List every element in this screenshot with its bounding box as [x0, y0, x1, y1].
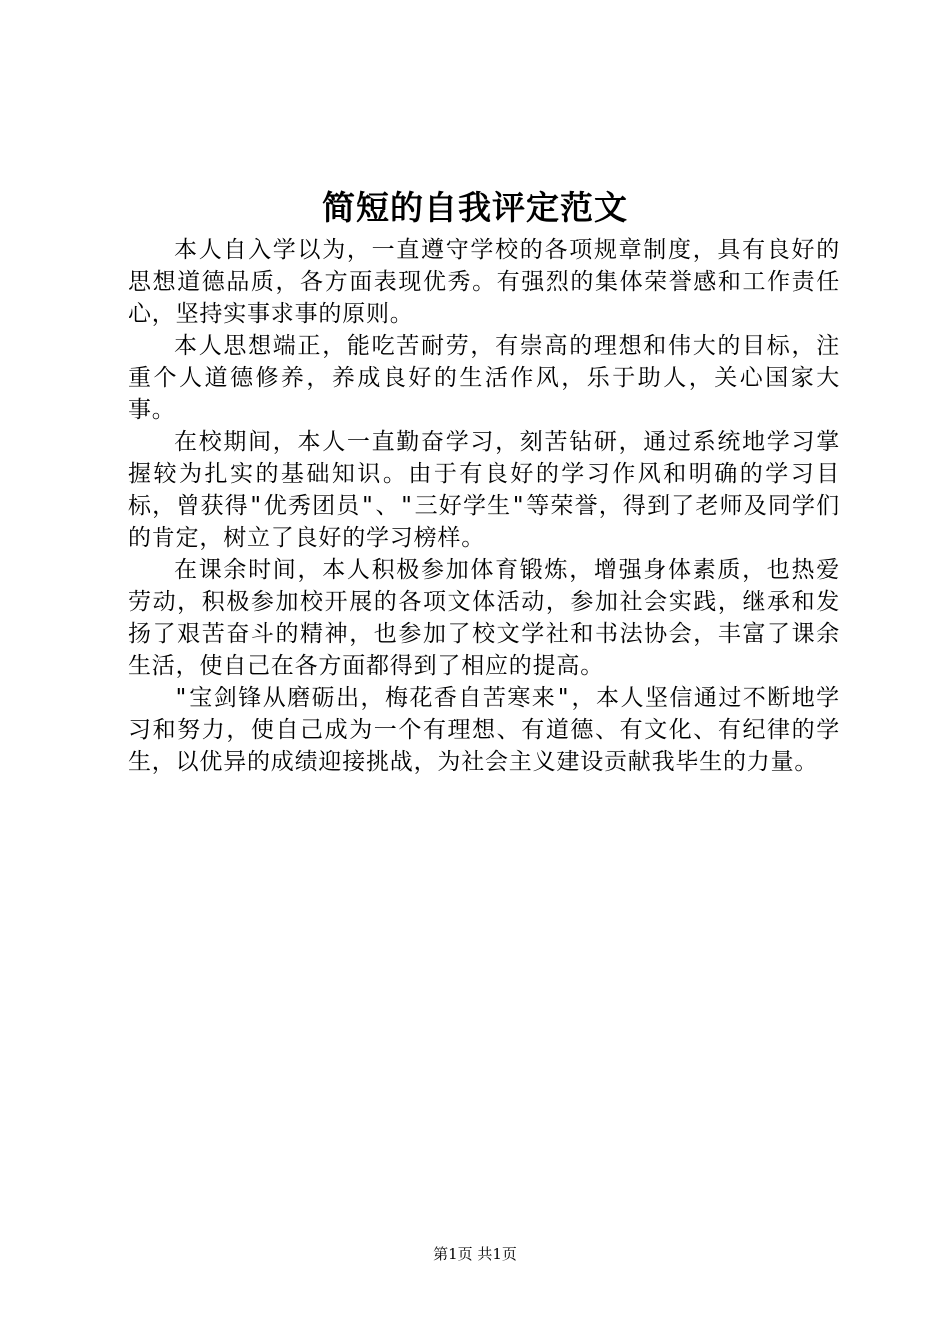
paragraph-1: 本人自入学以为，一直遵守学校的各项规章制度，具有良好的思想道德品质，各方面表现优秀。有强烈的集体荣誉感和工作责任心，坚持实事求事的原则。 — [128, 237, 840, 327]
document-body — [128, 234, 840, 778]
document-title: 简短的自我评定范文 — [322, 188, 628, 227]
paragraph-4: 在课余时间，本人积极参加体育锻炼，增强身体素质，也热爱劳动，积极参加校开展的各项文体活动，参加社会实践，继承和发扬了艰苦奋斗的精神，也参加了校文学社和书法协会，丰富了课余生活，使自己在各方面都得到了相应的提高。 — [128, 557, 840, 679]
paragraph-2: 本人思想端正，能吃苦耐劳，有崇高的理想和伟大的目标，注重个人道德修养，养成良好的生活作风，乐于助人，关心国家大事。 — [128, 333, 840, 423]
paragraph-3: 在校期间，本人一直勤奋学习，刻苦钻研，通过系统地学习掌握较为扎实的基础知识。由于有良好的学习作风和明确的学习目标，曾获得"优秀团员"、"三好学生"等荣誉，得到了老师及同学们的肯定，树立了良好的学习榜样。 — [128, 429, 840, 551]
page-footer: 第1页 共1页 — [433, 1245, 517, 1263]
paragraph-5: "宝剑锋从磨砺出，梅花香自苦寒来"，本人坚信通过不断地学习和努力，使自己成为一个有理想、有道德、有文化、有纪律的学生，以优异的成绩迎接挑战，为社会主义建设贡献我毕生的力量。 — [128, 685, 840, 775]
